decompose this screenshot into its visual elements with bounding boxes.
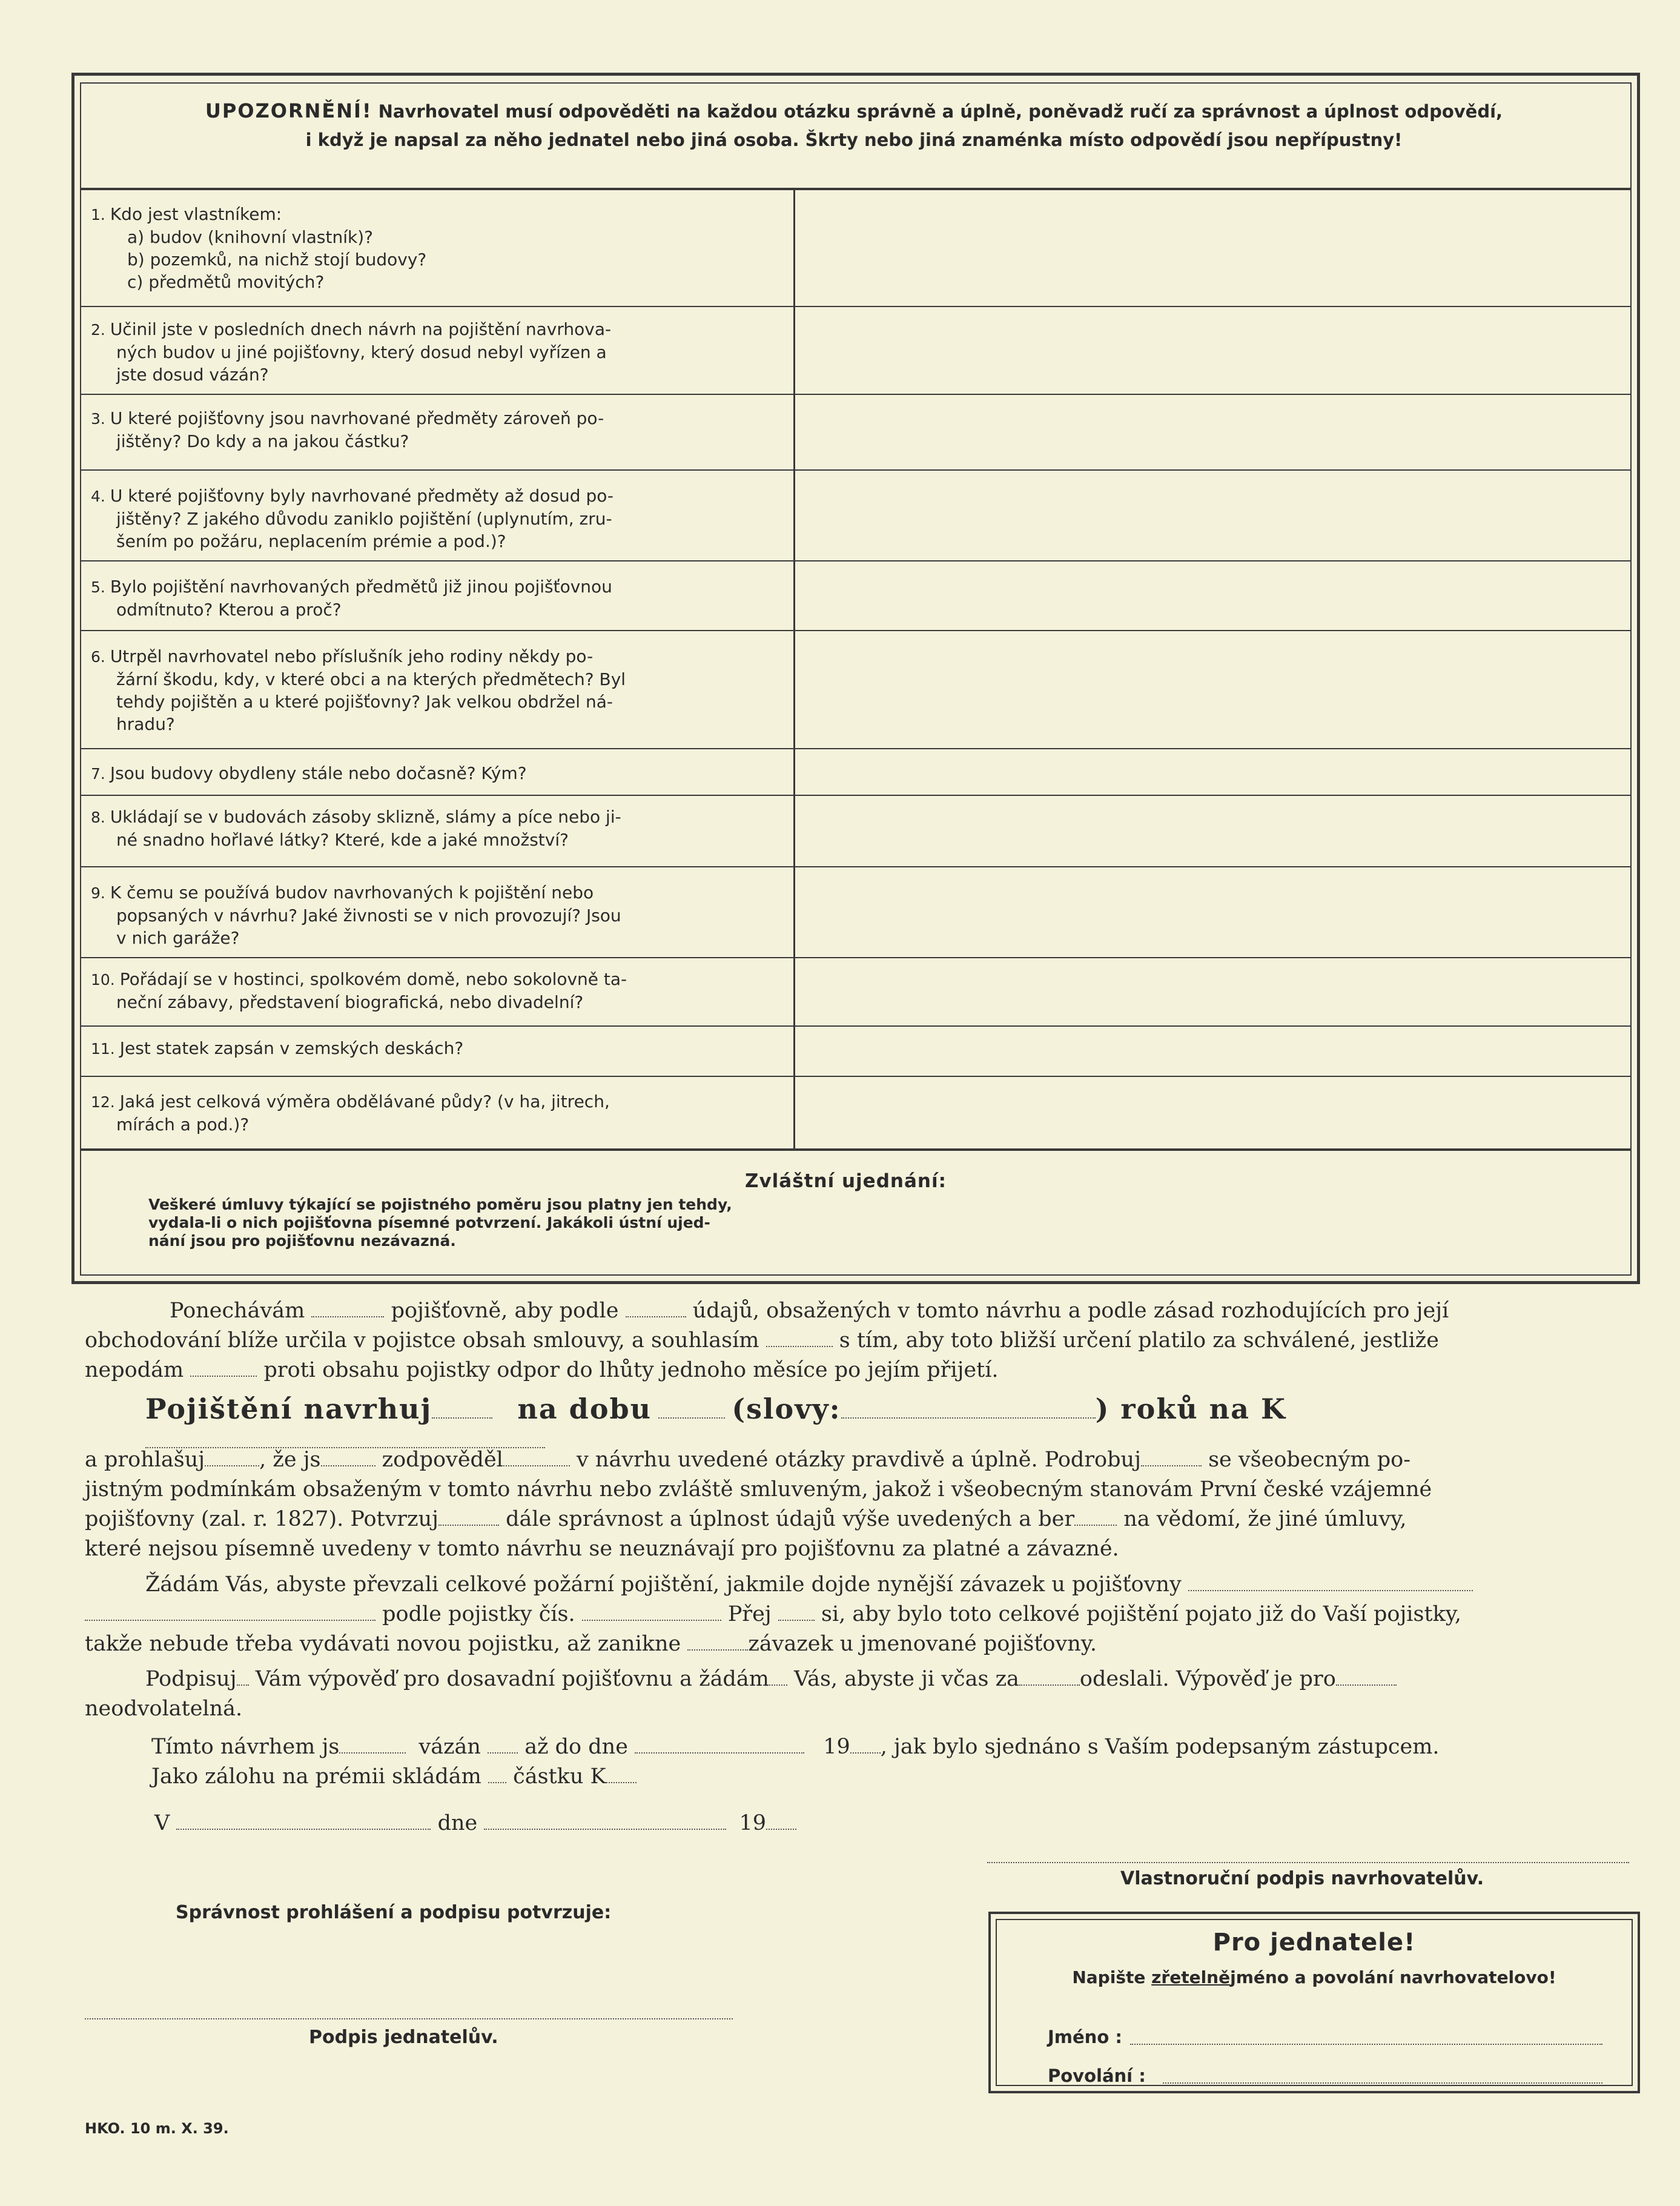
question-text: mírách a pod.)? [116,1115,250,1134]
question-text: né snadno hořlavé látky? Které, kde a jaké množství? [116,830,569,850]
blank-field[interactable] [488,1752,518,1754]
row-divider [80,469,1632,471]
answer-field-6[interactable] [797,631,1629,748]
place-field[interactable] [176,1829,431,1830]
text: Napište [1072,1967,1146,1987]
text: částku K [513,1764,606,1789]
row-divider [80,1076,1632,1077]
agent-box-title: Pro jednatele! [1212,1929,1416,1956]
text: zřetelně [1151,1967,1231,1987]
text: podle pojistky čís. [382,1602,575,1626]
question-line [91,927,775,949]
question-11 [91,1037,775,1060]
text: v návrhu uvedené otázky pravdivě a úplně. Podrobuj [577,1448,1141,1472]
blank-field[interactable] [339,1752,406,1754]
declaration-paragraph-4 [85,1570,1635,1659]
text: Ponechávám [170,1299,305,1323]
question-number: 7. [91,765,110,783]
text: , že js [259,1448,321,1472]
question-line [91,668,775,691]
question-text: jištěny? Z jakého důvodu zaniklo pojištění (uplynutím, zru- [116,509,612,529]
text: pojišťovně, aby podle [391,1299,619,1323]
blank-field[interactable] [432,1417,492,1419]
job-field[interactable] [1163,2082,1602,2084]
blank-field[interactable] [1336,1684,1397,1686]
question-text: neční zábavy, představení biografická, nebo divadelní? [116,992,584,1012]
row-divider [80,630,1632,631]
blank-field[interactable] [778,1620,815,1621]
question-line [91,598,775,621]
question-line [91,1113,775,1136]
confirm-label: Správnost prohlášení a podpisu potvrzuje: [176,1902,612,1923]
question-line [91,341,775,363]
question-text: U které pojišťovny byly navrhované předměty až dosud po- [110,486,613,506]
name-field[interactable] [1130,2044,1602,2045]
question-text: jste dosud vázán? [116,365,269,385]
text: proti obsahu pojistky odpor do lhůty jednoho měsíce po jejím přijetí. [263,1358,999,1382]
blank-field[interactable] [488,1782,506,1783]
text: na dobu [517,1393,652,1425]
blank-field[interactable] [85,1620,375,1621]
questions-column-divider [793,188,795,1151]
question-line [91,1090,775,1113]
text: 19 [823,1735,850,1759]
question-line [91,645,775,668]
text: zodpověděl [382,1448,503,1472]
question-line [91,762,775,785]
text: jméno a povolání navrhovatelovo! [1230,1967,1556,1987]
text: Jako zálohu na prémii skládám [151,1764,481,1789]
question-text: tehdy pojištěn a u které pojišťovny? Jak velkou obdržel ná- [116,692,613,712]
agent-box-instruction [996,1967,1633,1987]
blank-field[interactable] [658,1417,725,1419]
row-divider [80,1025,1632,1027]
question-8 [91,806,775,851]
special-line: nání jsou pro pojišťovnu nezávazná. [148,1232,456,1250]
blank-field[interactable] [687,1649,748,1651]
question-5 [91,575,775,621]
applicant-signature-label: Vlastnoruční podpis navrhovatelův. [1120,1868,1484,1889]
blank-field[interactable] [1019,1684,1080,1686]
question-number: 10. [91,971,120,989]
question-text: hradu? [116,714,175,734]
agent-signature-label: Podpis jednatelův. [309,2027,498,2048]
answer-field-8[interactable] [797,796,1629,866]
text: obchodování blíže určila v pojistce obsah smlouvy, a souhlasím [85,1328,759,1353]
blank-field[interactable] [311,1316,384,1317]
question-number: 4. [91,488,110,505]
blank-field[interactable] [1188,1590,1473,1591]
blank-field[interactable] [769,1684,787,1686]
warning-line2: i když je napsal za něho jednatel nebo jiná osoba. Škrty nebo jiná znaménka místo odpovědí jsou nepřípustny! [305,130,1403,150]
text: s tím, aby toto bližší určení platilo za schválené, jestliže [839,1328,1439,1353]
question-subitem: c) předmětů movitých? [127,272,325,292]
text: Vám výpověď pro dosavadní pojišťovnu a žádám [255,1667,769,1691]
special-title: Zvláštní ujednání: [745,1170,947,1192]
text: V [154,1811,170,1835]
blank-field[interactable] [190,1376,257,1377]
text: jistným podmínkám obsaženým v tomto návrhu nebo zvláště smluveným, jakož i všeobecným stanovám První české vzájemné [85,1477,1432,1502]
answer-field-5[interactable] [797,561,1629,630]
question-number: 8. [91,809,110,826]
text: a prohlašuj [85,1448,205,1472]
answer-field-4[interactable] [797,471,1629,560]
question-4 [91,485,775,552]
question-line [91,991,775,1013]
question-text: Bylo pojištění navrhovaných předmětů již jinou pojišťovnou [110,577,612,597]
answer-field-11[interactable] [797,1027,1629,1076]
blank-field[interactable] [205,1465,259,1466]
text: závazek u jmenované pojišťovny. [748,1632,1097,1656]
text: , jak bylo sjednáno s Vaším podepsaným zástupcem. [880,1735,1440,1759]
blank-field[interactable] [582,1620,721,1621]
text: údajů, obsažených v tomto návrhu a podle zásad rozhodujících pro její [692,1299,1449,1323]
answer-field-1[interactable] [797,190,1629,306]
text: se všeobecným po- [1208,1448,1411,1472]
text: dne [437,1811,478,1835]
question-text: K čemu se používá budov navrhovaných k pojištění nebo [110,883,594,903]
special-text [148,1196,875,1250]
question-7 [91,762,775,785]
blank-field[interactable] [1074,1525,1117,1526]
warning-line1: Navrhovatel musí odpověděti na každou otázku správně a úplně, poněvadž ručí za správnost a úplnost odpovědí, [378,101,1503,122]
special-line: Veškeré úmluvy týkající se pojistného poměru jsou platny jen tehdy, [148,1196,732,1213]
question-text: Jest statek zapsán v zemských deskách? [119,1038,464,1058]
blank-field[interactable] [237,1684,249,1686]
question-line [91,318,775,341]
question-text: Jaká jest celková výměra obdělávané půdy? (v ha, jitrech, [119,1091,610,1111]
text: (slovy: [732,1393,841,1425]
text: Podpisuj [145,1667,237,1691]
text: dále správnost a úplnost údajů výše uvedených a ber [506,1507,1075,1531]
question-text: šením po požáru, neplacením prémie a pod.)? [116,531,506,551]
text: Vás, abyste ji včas za [794,1667,1019,1691]
question-3 [91,407,775,452]
declaration-paragraph-8 [85,1809,1635,1838]
question-text: v nich garáže? [116,928,240,948]
applicant-signature-line[interactable] [987,1862,1629,1863]
question-number: 5. [91,578,110,596]
question-line [91,485,775,508]
question-2 [91,318,775,386]
blank-field[interactable] [1141,1465,1202,1466]
question-line [91,829,775,851]
question-line [91,713,775,735]
question-line [91,575,775,598]
answer-field-10[interactable] [797,958,1629,1025]
text: Pojištění navrhuj [145,1393,432,1425]
question-text: U které pojišťovny jsou navrhované předměty zároveň po- [110,408,604,428]
question-line [91,691,775,713]
text: na vědomí, že jiné úmluvy, [1123,1507,1407,1531]
question-number: 1. [91,206,110,224]
question-text: jištěny? Do kdy a na jakou částku? [116,431,409,451]
question-number: 2. [91,321,110,339]
job-label: Povolání : [1048,2065,1146,2086]
question-line [91,363,775,386]
question-text: ných budov u jiné pojišťovny, který dosud nebyl vyřízen a [116,342,607,362]
text: odeslali. Výpověď je pro [1079,1667,1336,1691]
blank-field[interactable] [850,1752,881,1754]
declaration-paragraph-6 [85,1732,1635,1792]
question-text: odmítnuto? Kterou a proč? [116,600,342,620]
question-text: Utrpěl navrhovatel nebo příslušník jeho rodiny někdy po- [110,646,594,666]
question-text: Pořádají se v hostinci, spolkovém domě, nebo sokolovně ta- [119,969,627,989]
question-text: Ukládají se v budovách zásoby sklizně, slámy a píce nebo ji- [110,807,621,827]
question-line [91,430,775,452]
question-text: Kdo jest vlastníkem: [110,204,282,224]
row-divider [80,560,1632,561]
question-number: 9. [91,884,110,902]
question-12 [91,1090,775,1136]
text: si, aby bylo toto celkové pojištění pojato již do Vaší pojistky, [821,1602,1461,1626]
special-line: vydala-li o nich pojišťovna písemné potvrzení. Jakákoli ústní ujed- [148,1214,710,1231]
question-line [91,530,775,552]
answer-field-9[interactable] [797,867,1629,957]
text: Přej [727,1602,772,1626]
question-line [91,407,775,430]
text: 19 [739,1811,767,1835]
year-field[interactable] [766,1829,796,1830]
date-field[interactable] [484,1829,726,1830]
text: ) roků na K [1095,1393,1286,1425]
declaration-paragraph-1 [85,1296,1635,1385]
question-number: 3. [91,410,110,428]
blank-field[interactable] [438,1525,499,1526]
text: Žádám Vás, abyste převzali celkové požární pojištění, jakmile dojde nynější závazek u pojišťovny [145,1572,1182,1597]
blank-field[interactable] [606,1782,637,1783]
text: vázán [418,1735,481,1759]
row-divider [80,957,1632,958]
text: takže nebude třeba vydávati novou pojistku, až zanikne [85,1632,681,1656]
blank-field[interactable] [321,1465,375,1466]
text: až do dne [524,1735,628,1759]
question-line [91,904,775,927]
question-9 [91,881,775,949]
text: které nejsou písemně uvedeny v tomto návrhu se neuznávají pro pojišťovnu za platné a závazné. [85,1537,1119,1561]
question-1 [91,203,775,293]
text: neodvolatelná. [85,1697,243,1721]
row-divider [80,795,1632,796]
text: Tímto návrhem js [151,1735,340,1759]
question-subitem: b) pozemků, na nichž stojí budovy? [127,250,427,270]
question-number: 11. [91,1040,120,1058]
form-code: HKO. 10 m. X. 39. [85,2120,229,2137]
warning-notice [121,97,1587,154]
question-subitem: a) budov (knihovní vlastník)? [127,227,374,247]
warning-lead: UPOZORNĚNÍ! [205,99,372,122]
blank-field[interactable] [841,1417,1096,1419]
question-10 [91,968,775,1013]
answer-field-7[interactable] [797,749,1629,795]
declaration-paragraph-5 [85,1664,1635,1724]
declaration-paragraph-3 [85,1445,1635,1564]
question-text: Jsou budovy obydleny stále nebo dočasně? Kým? [110,763,527,783]
answer-field-12[interactable] [797,1077,1629,1148]
question-line [91,806,775,829]
name-label: Jméno : [1048,2027,1122,2047]
question-number: 6. [91,648,110,666]
question-line [91,508,775,530]
question-number: 12. [91,1093,120,1111]
question-text: žární škodu, kdy, v které obci a na kterých předmětech? Byl [116,669,626,689]
question-6 [91,645,775,735]
blank-field[interactable] [503,1465,570,1466]
question-line [91,968,775,991]
answer-field-2[interactable] [797,307,1629,394]
blank-field[interactable] [626,1316,686,1317]
agent-signature-line[interactable] [85,2018,733,2019]
answer-field-3[interactable] [797,395,1629,469]
row-divider [80,306,1632,307]
blank-field[interactable] [635,1752,804,1754]
question-line [91,1037,775,1060]
blank-field[interactable] [766,1346,833,1347]
text: pojišťovny (zal. r. 1827). Potvrzuj [85,1507,438,1531]
text: nepodám [85,1358,184,1382]
row-divider [80,394,1632,395]
question-text: Učinil jste v posledních dnech návrh na pojištění navrhova- [110,319,612,339]
row-divider [80,748,1632,749]
question-line [91,881,775,904]
question-text: popsaných v návrhu? Jaké živnosti se v nich provozují? Jsou [116,906,621,926]
row-divider [80,866,1632,867]
question-line [91,203,775,226]
